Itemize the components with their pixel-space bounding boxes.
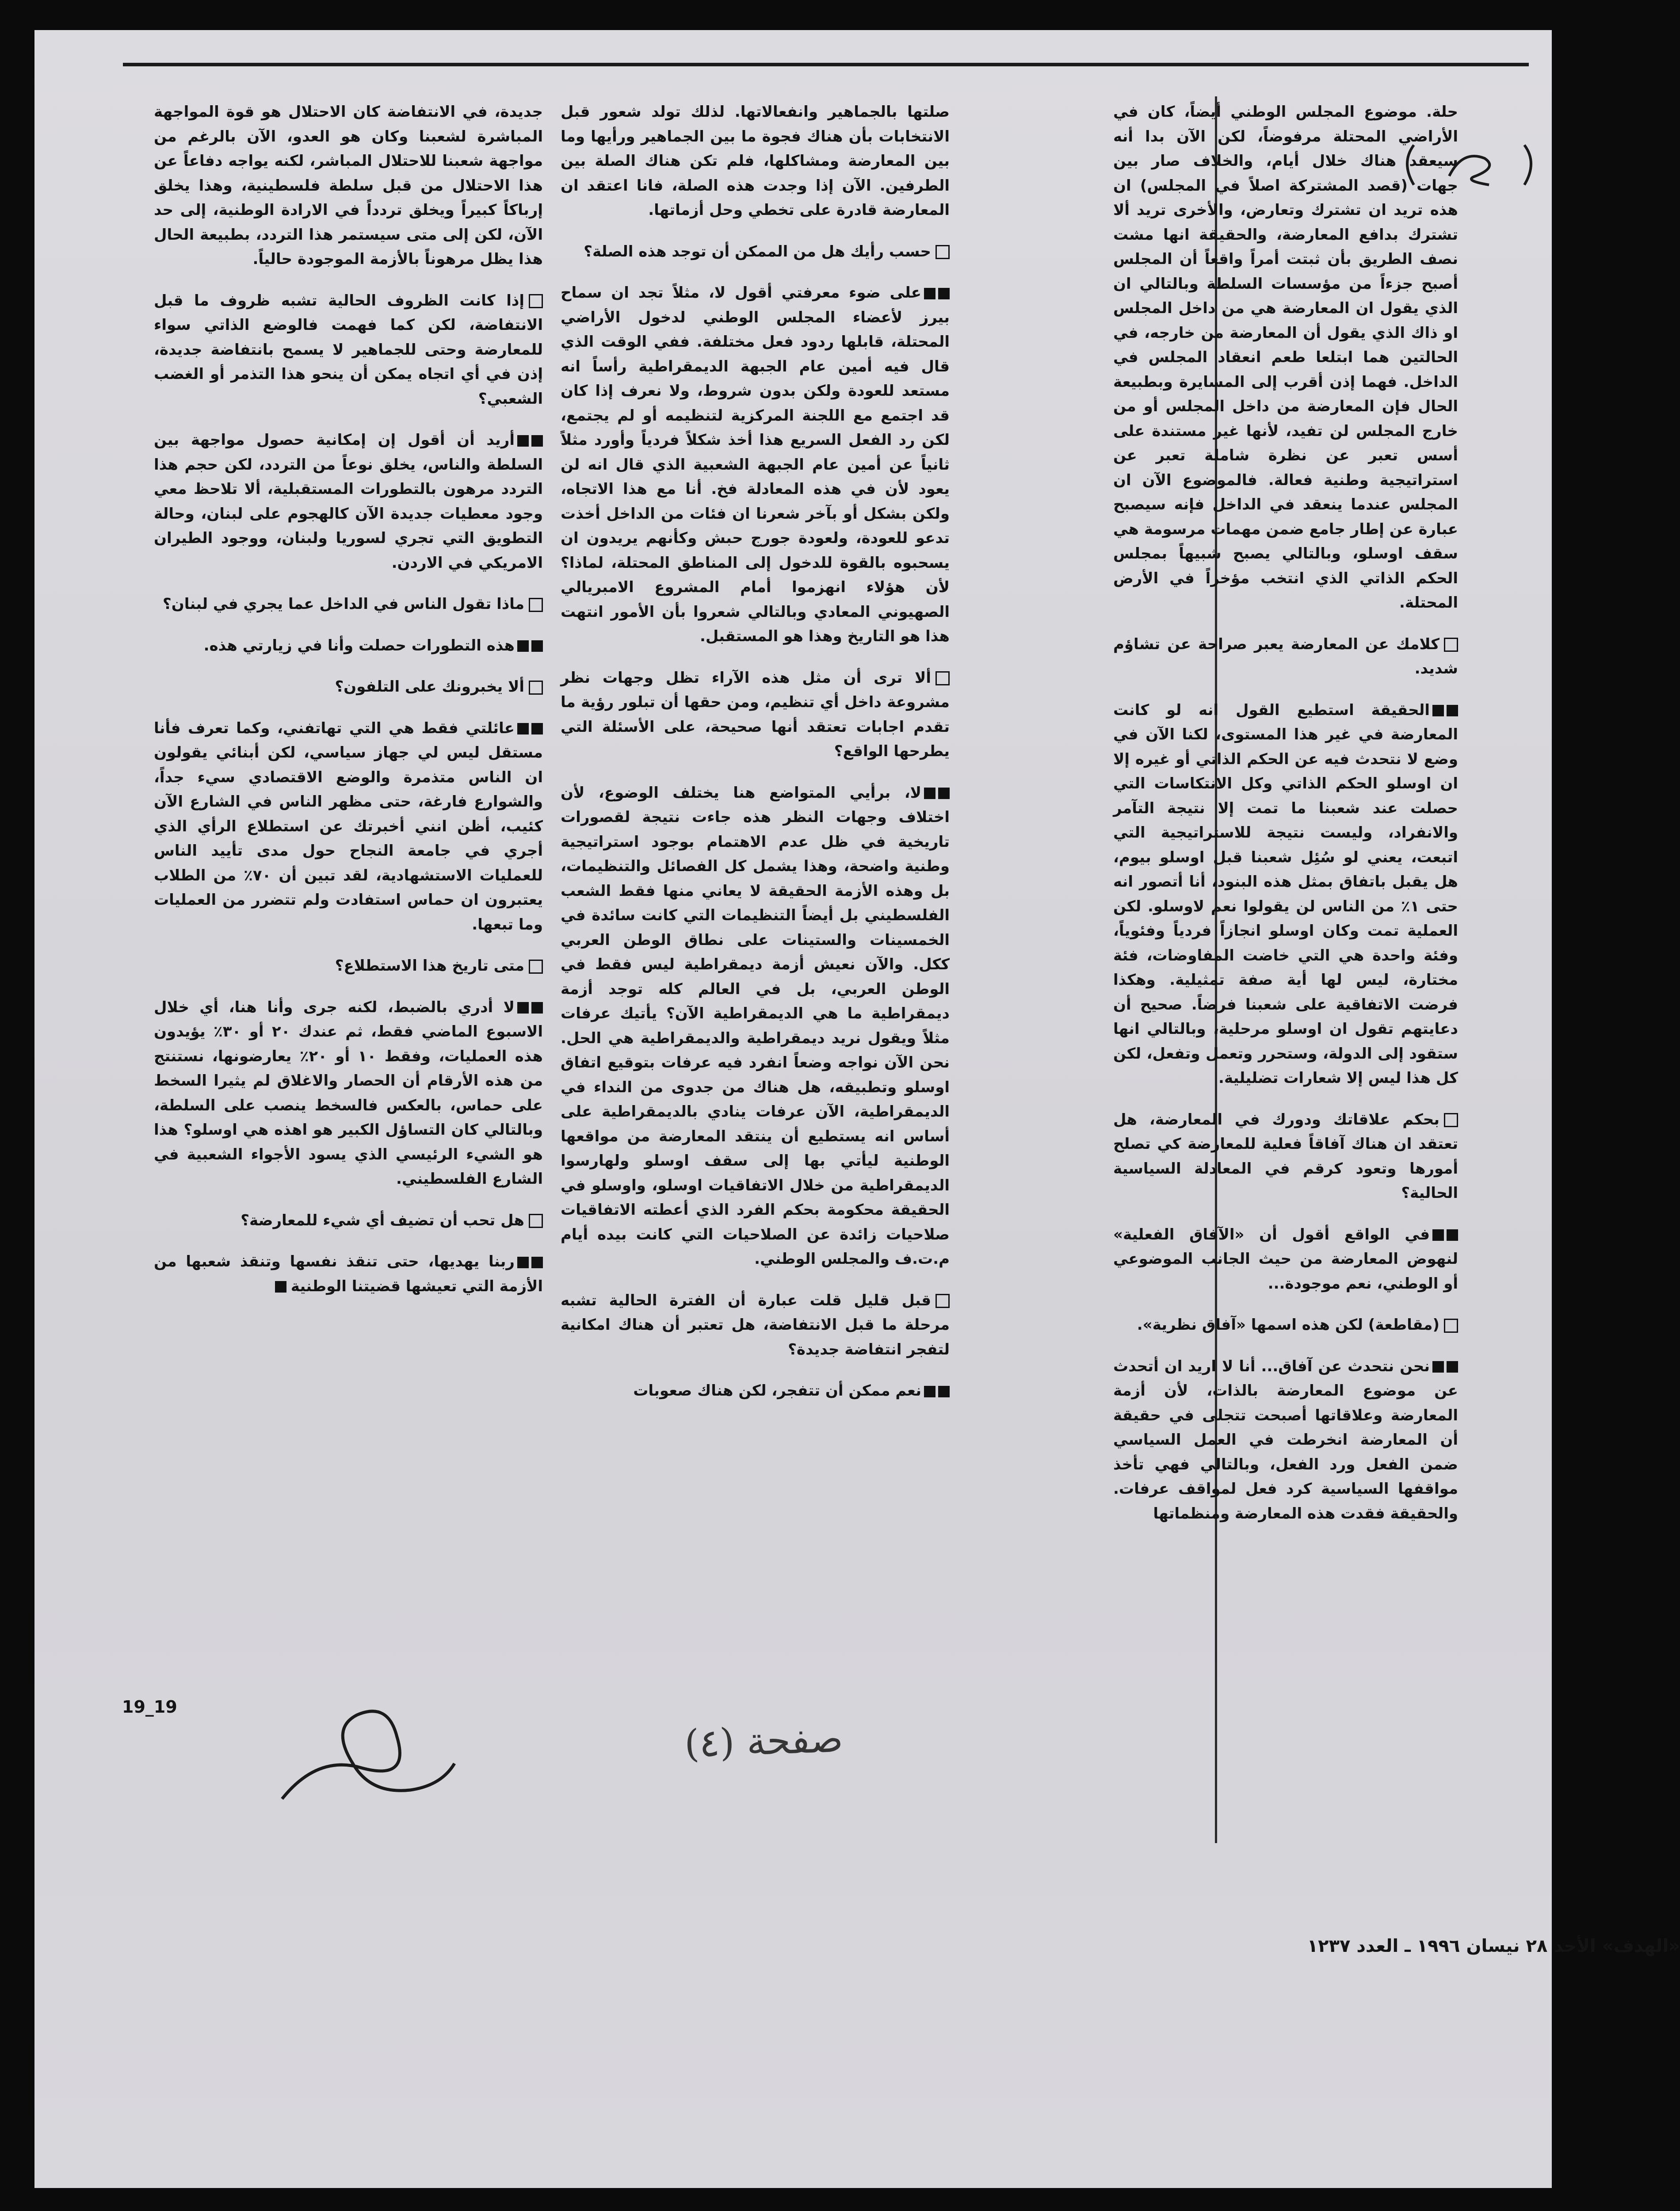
article-paragraph xyxy=(1113,632,1458,681)
article-paragraph xyxy=(561,1289,950,1362)
paragraph-text: عائلتي فقط هي التي تهاتفني، وكما تعرف فأنا مستقل ليس لي جهاز سياسي، لكن أبنائي يقولون ان الناس متذمرة والوضع الاقتصادي سيء جداً، والشوارع فارغة، حتى مظهر الناس في الشارع الآن كئيب، أظن انني أخبرتك عن استطلاع الرأي الذي أجري في جامعة النجاح حول مدى تأييد الناس للعمليات الاستشهادية، لقد تبين أن ٧٠٪ من الطلاب يعتبرون ان حماس استفادت ولم تتضرر من العمليات وما تبعها. xyxy=(154,719,543,933)
paragraph-text: إذا كانت الظروف الحالية تشبه ظروف ما قبل الانتفاضة، لكن كما فهمت فالوضع الذاتي سواء للمعارضة وحتى للجماهير لا يسمح بانتفاضة جديدة، إذن في أي اتجاه يمكن أن ينحو هذا التذمر أو الغضب الشعبي؟ xyxy=(154,291,543,408)
article-paragraph xyxy=(154,100,543,272)
answer-marker-icon xyxy=(938,1386,950,1397)
article-paragraph xyxy=(561,1379,950,1404)
paragraph-text: ألا يخبرونك على التلفون؟ xyxy=(335,678,524,696)
paragraph-text: نحن نتحدث عن آفاق... أنا لا اريد ان أتحدث عن موضوع المعارضة بالذات، لأن أزمة المعارضة وعلاقاتها أصبحت تتجلى في حقيقة أن المعارضة انخرطت في العمل السياسي ضمن الفعل ورد الفعل، وبالتالي فهي تأخذ مواقفها السياسية كرد فعل لمواقف عرفات. والحقيقة فقدت هذه المعارضة ومنظماتها xyxy=(1113,1357,1458,1522)
article-paragraph xyxy=(561,240,950,264)
paragraph-text: هل تحب أن تضيف أي شيء للمعارضة؟ xyxy=(241,1211,524,1229)
article-paragraph xyxy=(1113,100,1458,616)
paragraph-text: صلتها بالجماهير وانفعالاتها. لذلك تولد شعور قبل الانتخابات بأن هناك فجوة ما بين الجماهير ورأيها وما بين المعارضة ومشاكلها، فلم تكن هناك الصلة بين الطرفين. الآن إذا وجدت هذه الصلة، فانا اعتقد ان المعارضة قادرة على تخطي وحل أزماتها. xyxy=(561,103,950,219)
paragraph-text: أريد أن أقول إن إمكانية حصول مواجهة بين السلطة والناس، يخلق نوعاً من التردد، لكن حجم هذا التردد مرهون بالتطورات المستقبلية، ألا تلاحظ معي وجود معطيات جديدة الآن كالهجوم على لبنان، وحالة التطويق التي تجري لسوريا ولبنان، ووجود الطيران الامريكي في الاردن. xyxy=(154,431,543,572)
source-line: «الهدف» الأحد ٢٨ نيسان ١٩٩٦ ـ العدد ١٢٣٧ xyxy=(1307,1936,1680,1956)
answer-marker-icon xyxy=(924,288,935,299)
answer-marker-icon xyxy=(938,288,950,299)
answer-marker-icon xyxy=(1432,705,1444,716)
article-paragraph xyxy=(154,289,543,412)
question-marker-icon xyxy=(935,1294,950,1308)
paragraph-text: حسب رأيك هل من الممكن أن توجد هذه الصلة؟ xyxy=(584,242,931,260)
article-paragraph xyxy=(1113,1108,1458,1206)
article-paragraph xyxy=(154,1250,543,1299)
top-rule xyxy=(123,63,1529,66)
paragraph-text: كلامك عن المعارضة يعبر صراحة عن تشاؤم شديد. xyxy=(1113,635,1458,677)
paragraph-text: في الواقع أقول أن «الآفاق الفعلية» لنهوض المعارضة من حيث الجانب الموضوعي أو الوطني، نعم موجودة... xyxy=(1113,1225,1458,1293)
article-paragraph xyxy=(561,666,950,764)
paragraph-text: الحقيقة استطيع القول انه لو كانت المعارضة في غير هذا المستوى، لكنا الآن في وضع لا نتحدث فيه عن الحكم الذاتي أو غيره إلا ان اوسلو الحكم الذاتي وكل الانتكاسات التي حصلت عند شعبنا ما تمت إلا نتيجة التآمر والانفراد، وليست نتيجة للاستراتيجية التي اتبعت، يعني لو سُئِل شعبنا قبل اوسلو بيوم، هل يقبل باتفاق بمثل هذه البنود، أنا أتصور انه حتى ١٪ من الناس لن يقولوا نعم لاوسلو. لكن العملية تمت وكان اوسلو انجازاً فردياً وفئوياً، وفئة واحدة هي التي خاضت المفاوضات، فئة مختارة، ليس لها أية صفة تمثيلية. وهكذا فرضت الاتفاقية على شعبنا فرضاً. صحيح أن دعايتهم تقول ان اوسلو مرحلية، وبالتالي انها ستقود إلى الدولة، وستحرر وتعمل وتفعل، لكن كل هذا ليس إلا شعارات تضليلية. xyxy=(1113,701,1458,1087)
paragraph-text: لا، برأيي المتواضع هنا يختلف الوضوع، لأن اختلاف وجهات النظر هذه جاءت نتيجة لقصورات تاريخية في ظل عدم الاهتمام بوجود استراتيجية وطنية واضحة، وهذا يشمل كل الفصائل والتنظيمات، بل وهذه الأزمة الحقيقة لا يعاني منها فقط الشعب الفلسطيني بل أيضاً التنظيمات التي كانت سائدة في الخمسينات والستينات على نطاق الوطن العربي ككل. والآن نعيش أزمة ديمقراطية ليس فقط في الوطن العربي، بل في العالم كله توجد أزمة ديمقراطية ما هي الديمقراطية الآن؟ يأتيك عرفات مثلاً ويقول نريد ديمقراطية والديمقراطية هي الحل. نحن الآن نواجه وضعاً انفرد فيه عرفات بتوقيع اتفاق اوسلو وتطبيقه، هل هناك من جدوى من النداء في الديمقراطية، الآن عرفات ينادي بالديمقراطية على أساس انه يستطيع أن ينتقد المعارضة من مواقعها الوطنية ليأتي بها إلى سقف اوسلو ولهارسوا الديمقراطية من خلال الاتفاقيات اوسلو، واوسلو في الحقيقة محكومة بحكم الفرد الذي أعطته الاتفاقيات صلاحيات زائدة عن الصلاحيات التي كانت بيده أيام م.ت.ف والمجلس الوطني. xyxy=(561,784,950,1268)
article-paragraph xyxy=(154,954,543,979)
paragraph-text: بحكم علاقاتك ودورك في المعارضة، هل تعتقد ان هناك آفاقاً فعلية للمعارضة كي تصلح أمورها وتعود كرقم في المعادلة السياسية الحالية؟ xyxy=(1113,1110,1458,1202)
article-paragraph xyxy=(1113,1223,1458,1297)
article-paragraph xyxy=(154,995,543,1192)
paragraph-text: حلة. موضوع المجلس الوطني أيضاً، كان في الأراضي المحتلة مرفوضاً، لكن الآن بدا أنه سيعقد هناك خلال أيام، والخلاف صار بين جهات (قصد المشتركة اصلاً في المجلس) ان هذه تريد ان تشترك وتعارض، والأخرى تريد ألا تشترك بدافع المعارضة، والحقيقة انها مشت نصف الطريق بأن ثبتت أمراً واقعاً أن المجلس أصبح جزءاً من مؤسسات السلطة وبالتالي ان الذي يقول ان المعارضة هي من داخل المجلس او ذاك الذي يقول أن المعارضة من خارجه، في الحالتين هما ابتلعا طعم انعقاد المجلس في الداخل. فهما إذن أقرب إلى المسايرة وبطبيعة الحال فإن المعارضة من داخل المجلس أو من خارج المجلس لن تفيد، لأنها غير مستندة على أسس تعبر عن نظرة شاملة تعبر عن استراتيجية وطنية فعالة. فالموضوع الآن ان المجلس عندما ينعقد في الداخل فإنه سيصبح عبارة عن إطار جامع ضمن مهمات مرسومة هي سقف اوسلو، وبالتالي يصبح شبيهاً بمجلس الحكم الذاتي الذي انتخب مؤخراً في الأرض المحتلة. xyxy=(1113,103,1458,612)
answer-marker-icon xyxy=(517,1257,529,1268)
paragraph-text: ربنا يهديها، حتى تنقذ نفسها وتنقذ شعبها من الأزمة التي تعيشها قضيتنا الوطنية xyxy=(154,1253,543,1295)
answer-marker-icon xyxy=(517,435,529,447)
end-marker-icon xyxy=(275,1281,286,1293)
article-paragraph xyxy=(561,281,950,649)
paragraph-text: (مقاطعة) لكن هذه اسمها «آفاق نظرية». xyxy=(1137,1316,1439,1334)
column-right xyxy=(1113,100,1458,1543)
question-marker-icon xyxy=(1444,638,1458,652)
answer-marker-icon xyxy=(531,723,543,734)
article-paragraph xyxy=(561,781,950,1272)
answer-marker-icon xyxy=(938,788,950,799)
question-marker-icon xyxy=(529,681,543,695)
article-paragraph xyxy=(154,428,543,575)
answer-marker-icon xyxy=(517,1002,529,1014)
question-marker-icon xyxy=(1444,1113,1458,1127)
answer-marker-icon xyxy=(1447,1229,1458,1241)
paragraph-text: لا أدري بالضبط، لكنه جرى وأنا هنا، أي خلال الاسبوع الماضي فقط، ثم عندك ٢٠ أو ٣٠٪ يؤيدون هذه العمليات، وفقط ١٠ أو ٢٠٪ يعارضونها، نستنتج من هذه الأرقام أن الحصار والاغلاق لم يثيرا السخط على حماس، بالعكس فالسخط ينصب على السلطة، وبالتالي كان التساؤل الكبير هو اهذه هي اوسلو؟ هذا هو الشيء الرئيسي الذي يسود الأجواء الشعبية في الشارع الفلسطيني. xyxy=(154,998,543,1188)
answer-marker-icon xyxy=(531,640,543,652)
paragraph-text: قبل قليل قلت عبارة أن الفترة الحالية تشبه مرحلة ما قبل الانتفاضة، هل تعتبر أن هناك امكانية لتفجر انتفاضة جديدة؟ xyxy=(561,1291,950,1358)
handwritten-page-label: صفحة (٤) xyxy=(683,1716,844,1767)
question-marker-icon xyxy=(529,294,543,308)
paragraph-text: ألا ترى أن مثل هذه الآراء تظل وجهات نظر مشروعة داخل أي تنظيم، ومن حقها أن تبلور رؤية ما تقدم اجابات تعتقد أنها صحيحة، على الأسئلة التي يطرحها الواقع؟ xyxy=(561,669,950,760)
article-paragraph xyxy=(1113,1354,1458,1526)
paragraph-text: نعم ممكن أن تتفجر، لكن هناك صعوبات xyxy=(633,1382,921,1400)
question-marker-icon xyxy=(1444,1319,1458,1333)
question-marker-icon xyxy=(935,671,950,685)
paragraph-text: ماذا تقول الناس في الداخل عما يجري في لبنان؟ xyxy=(163,595,524,613)
answer-marker-icon xyxy=(924,788,935,799)
paragraph-text: متى تاريخ هذا الاستطلاع؟ xyxy=(335,957,524,975)
answer-marker-icon xyxy=(531,1257,543,1268)
answer-marker-icon xyxy=(517,723,529,734)
question-marker-icon xyxy=(529,1214,543,1228)
paragraph-text: على ضوء معرفتي أقول لا، مثلاً تجد ان سماح بيرز لأعضاء المجلس الوطني لدخول الأراضي المحتلة، قابلها ردود فعل مختلفة. ففي الوقت الذي قال فيه أمين عام الجبهة الديمقراطية رأساً انه مستعد للعودة ولكن بدون شروط، ولا نعرف إذا كان قد اجتمع مع اللجنة المركزية لتنظيمه أو لم يجتمع، لكن رد الفعل السريع هذا أخذ شكلاً فردياً وأورد مثلاً ثانياً عن أمين عام الجبهة الشعبية الذي قال انه لن يعود لأن في هذه المعادلة فخ. أنا مع هذا الاتجاه، ولكن بشكل أو بآخر شعرنا ان فئات من الداخل أخذت تدعو للعودة، ولعودة جورج حبش وكأنهم يريدون ان يسحبوه بالقوة للدخول إلى المناطق المحتلة، لماذا؟ لأن هؤلاء انهزموا أمام المشروع الامبريالي الصهيوني المعادي وبالتالي شعروا بأن الأمور انتهت هذا هو التاريخ وهذا هو المستقبل. xyxy=(561,284,950,645)
answer-marker-icon xyxy=(1432,1361,1444,1373)
article-paragraph xyxy=(154,675,543,700)
article-paragraph xyxy=(1113,1313,1458,1338)
answer-marker-icon xyxy=(1447,1361,1458,1373)
article-paragraph xyxy=(1113,698,1458,1091)
article-paragraph xyxy=(154,592,543,617)
scanned-page xyxy=(34,30,1680,2188)
column-left xyxy=(154,100,543,1316)
answer-marker-icon xyxy=(531,435,543,447)
article-paragraph xyxy=(154,1209,543,1233)
answer-marker-icon xyxy=(924,1386,935,1397)
article-paragraph xyxy=(154,634,543,658)
article-paragraph xyxy=(561,100,950,223)
answer-marker-icon xyxy=(531,1002,543,1014)
paragraph-text: هذه التطورات حصلت وأنا في زيارتي هذه. xyxy=(203,636,515,654)
paragraph-text: جديدة، في الانتفاضة كان الاحتلال هو قوة المواجهة المباشرة لشعبنا وكان هو العدو، الآن بالرغم من مواجهة شعبنا للاحتلال المباشر، لكنه يواجه دفاعاً عن هذا الاحتلال من قبل سلطة فلسطينية، وهذا يخلق إرباكاً كبيراً ويخلق تردداً في الارادة الوطنية، إلى حد الآن، لكن إلى متى سيستمر هذا التردد، بطبيعة الحال هذا يظل مرهوناً بالأزمة الموجودة حالياً. xyxy=(154,103,543,268)
article-paragraph xyxy=(154,716,543,937)
column-middle xyxy=(561,100,950,1420)
answer-marker-icon xyxy=(517,640,529,652)
question-marker-icon xyxy=(935,245,950,259)
page-number: 19_19 xyxy=(122,1697,177,1717)
question-marker-icon xyxy=(529,960,543,974)
question-marker-icon xyxy=(529,598,543,612)
answer-marker-icon xyxy=(1447,705,1458,716)
handwritten-signature xyxy=(264,1666,468,1834)
answer-marker-icon xyxy=(1432,1229,1444,1241)
